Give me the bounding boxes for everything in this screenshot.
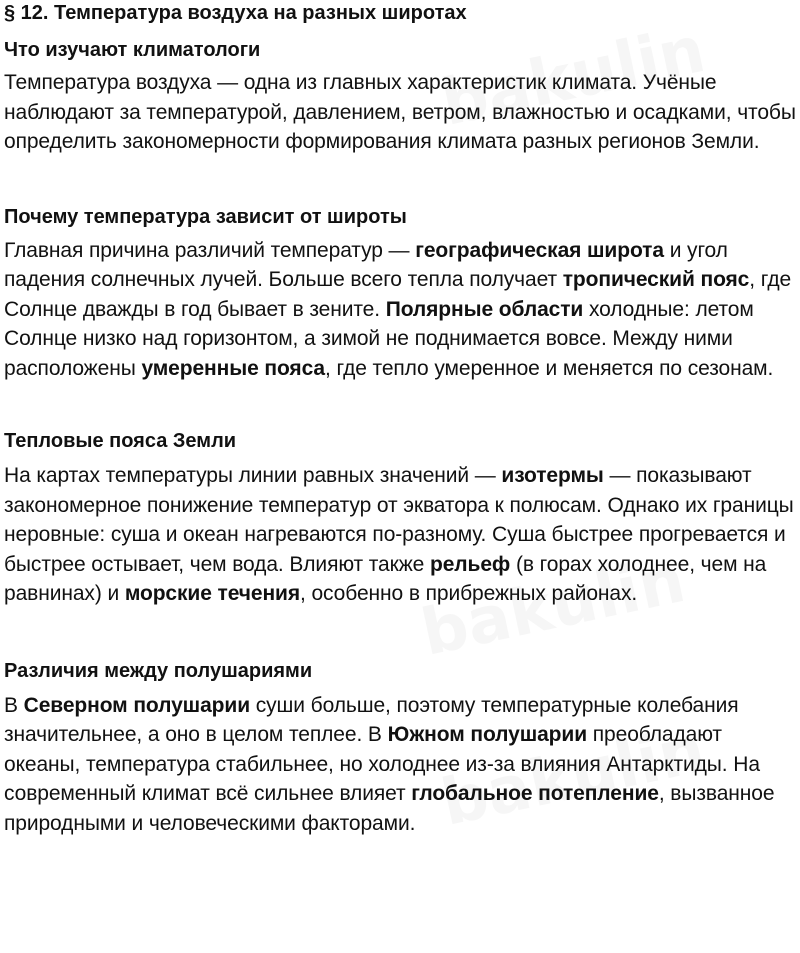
- section-paragraph: [4, 68, 800, 157]
- text-run: , где тепло умеренное и меняется по сезонам.: [324, 356, 774, 380]
- section-latitude: [4, 205, 800, 384]
- text-run: (в горах холоднее, чем на равнинах) и: [4, 552, 767, 605]
- text-run: Главная причина различий температур —: [4, 238, 416, 262]
- bold-term: морские течения: [124, 582, 300, 605]
- text-run: , вызванное природными и человеческими факторами.: [4, 782, 775, 835]
- section-heading: Различия между полушариями: [4, 659, 313, 682]
- section-hemispheres: [4, 659, 800, 839]
- text-run: Температура воздуха — одна из главных характеристик климата. Учёные наблюдают за температурой, давлением, ветром, влажностью и осадками, чтобы определить закономерности формирования климата разных регионов Земли.: [4, 71, 796, 153]
- bold-term: умеренные пояса: [141, 356, 325, 380]
- section-heading: Почему температура зависит от широты: [4, 205, 407, 228]
- bold-term: тропический пояс: [562, 268, 750, 291]
- bold-term: Северном полушарии: [23, 693, 251, 717]
- text-run: , где Солнце дважды в год бывает в зените.: [4, 268, 792, 321]
- page-title: § 12. Температура воздуха на разных широтах: [4, 2, 467, 24]
- bold-term: глобальное потепление: [411, 782, 659, 805]
- section-climatologists: [4, 38, 800, 157]
- text-run: — показывают закономерное понижение температур от экватора к полюсам. Однако их границы неровные: суша и океан нагреваются по-разному. Суша быстрее прогревается и быстрее остывает, чем вода. Влияют также: [4, 464, 794, 576]
- text-run: На картах температуры линии равных значений —: [4, 464, 502, 487]
- text-run: преобладают океаны, температура стабильнее, но холоднее из-за влияния Антарктиды. На современный климат всё сильнее влияет: [4, 723, 760, 805]
- section-heading: Что изучают климатологи: [4, 39, 261, 61]
- bold-term: Южном полушарии: [387, 723, 588, 746]
- bold-term: рельеф: [430, 552, 511, 576]
- text-run: , особенно в прибрежных районах.: [300, 582, 638, 605]
- text-run: холодные: летом Солнце низко над горизонтом, а зимой не поднимается вовсе. Между ними расположены: [4, 297, 754, 380]
- section-paragraph: [4, 461, 800, 609]
- text-run: и угол падения солнечных лучей. Больше всего тепла получает: [4, 238, 728, 291]
- text-run: суши больше, поэтому температурные колебания значительнее, а оно в целом теплее. В: [4, 693, 739, 746]
- bold-term: изотермы: [501, 464, 604, 487]
- section-paragraph: [4, 691, 800, 839]
- bold-term: географическая широта: [415, 238, 664, 262]
- section-heat-belts: [4, 429, 800, 609]
- section-heading: Тепловые пояса Земли: [4, 430, 237, 452]
- bold-term: Полярные области: [385, 297, 584, 321]
- text-run: В: [4, 693, 24, 717]
- section-paragraph: [4, 236, 800, 384]
